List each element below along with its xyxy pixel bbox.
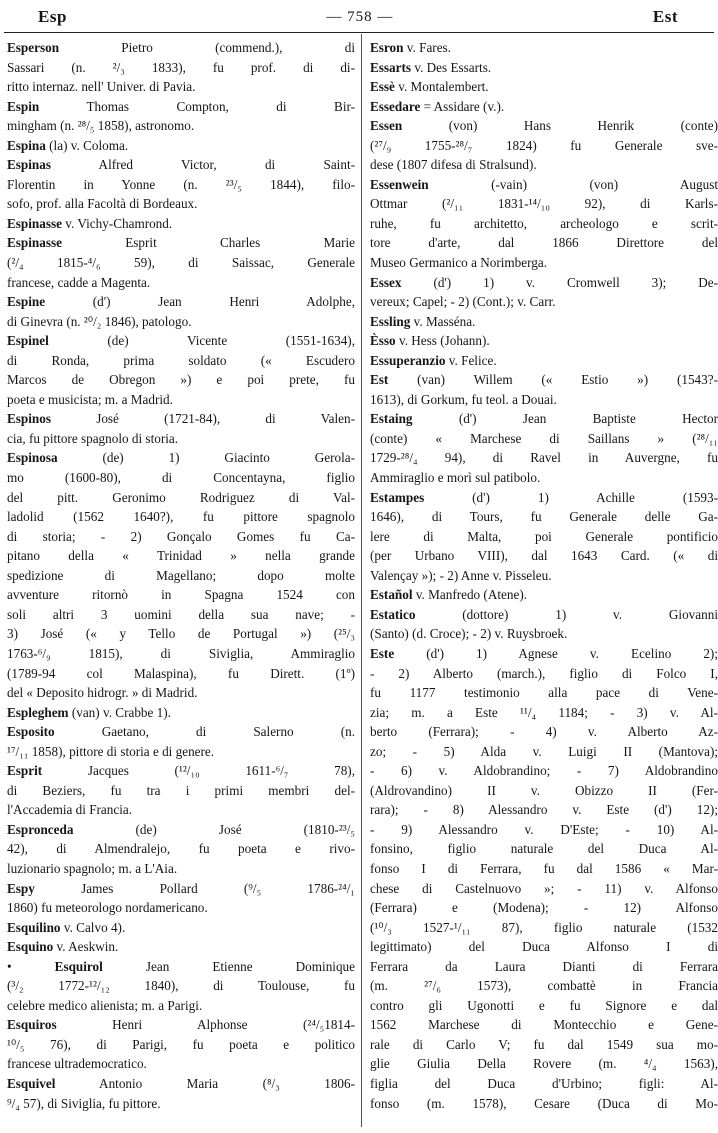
- text-line: Espina (la) v. Coloma.: [7, 137, 129, 153]
- text-line: Espinas Alfred Victor, di Saint-: [7, 157, 355, 173]
- page-header: [0, 4, 718, 30]
- text-line: - 9) Alessandro v. D'Este; - 10) Al-: [370, 821, 718, 837]
- text-line: Museo Germanico a Norimberga.: [370, 255, 548, 271]
- text-line: contro gli Ugonotti e fu Signore e dal: [370, 997, 718, 1013]
- text-line: Florentin in Yonne (n. ²³/₅ 1844), filo-: [7, 176, 355, 192]
- entry-headword: Espinos: [7, 411, 51, 427]
- text-line: Esprit Jacques (¹²/₁₀ 1611-⁶/₇ 78),: [7, 763, 355, 779]
- entry-headword: Essarts: [370, 59, 412, 75]
- text-line: (1789-94 col Malaspina), fu Dirett. (1º): [7, 665, 355, 681]
- text-line: celebre medico alienista; m. a Parigi.: [7, 997, 203, 1013]
- text-line: Espleghem (van) v. Crabbe 1).: [7, 704, 171, 720]
- entry-headword: Est: [370, 372, 389, 388]
- text-line: fonsino, figlio naturale del Duca Al-: [370, 841, 718, 857]
- entry-headword: Espinosa: [7, 450, 58, 466]
- entry-headword: Espinel: [7, 333, 49, 349]
- text-line: ¹⁷/₁₁ 1858), pittore di storia e di genere.: [7, 743, 215, 759]
- text-line: Estatico (dottore) 1) v. Giovanni: [370, 606, 718, 622]
- entry-headword: Estatico: [370, 606, 416, 622]
- text-line: legittimato) del Duca Alfonso I di: [370, 939, 718, 955]
- text-line: (Santo) (d. Croce); - 2) v. Ruysbroek.: [370, 626, 568, 642]
- text-line: Esperson Pietro (commend.), di: [7, 40, 355, 55]
- entry-headword: Esposito: [7, 724, 55, 740]
- text-line: Èsso v. Hess (Johann).: [370, 333, 490, 349]
- text-line: del « Deposito hidrogr. » di Madrid.: [7, 685, 198, 701]
- text-line: Estampes (d') 1) Achille (1593-: [370, 489, 718, 505]
- text-line: Est (van) Willem (« Estio ») (1543?-: [370, 372, 718, 388]
- right-column: [370, 38, 718, 1113]
- text-line: dese (1807 difesa di Stralsund).: [370, 157, 537, 173]
- text-line: di Ginevra (n. ²⁰/₂ 1846), patologo.: [7, 313, 192, 329]
- text-line: (²/₄ 1815-⁴/₆ 59), di Saissac, Generale: [7, 255, 355, 271]
- text-line: Essenwein (-vain) (von) August: [370, 176, 718, 192]
- text-line: 1562 Marchese di Montecchio e Gene-: [370, 1017, 718, 1033]
- text-line: pitano della « Trinidad » nella grande: [7, 548, 355, 564]
- entry-headword: Espleghem: [7, 704, 69, 720]
- text-line: soli altri 3 uomini della sua nave; -: [7, 606, 355, 622]
- text-line: Esquilino v. Calvo 4).: [7, 919, 126, 935]
- entry-headword: Estaing: [370, 411, 413, 427]
- header-rule: [4, 32, 714, 33]
- text-line: tore d'arte, dal 1866 Direttore del: [370, 235, 718, 251]
- entry-headword: Esperson: [7, 40, 60, 55]
- text-line: sofo, prof. alla Facoltà di Bordeaux.: [7, 196, 198, 212]
- text-line: (m. ²⁷/₆ 1573), combattè in Francia: [370, 978, 718, 994]
- text-line: (Ferrara) e (Modena); - 12) Alfonso: [370, 900, 718, 916]
- entry-headword: Esquiros: [7, 1017, 57, 1033]
- text-line: avventure ritornò in Spagna 1524 con: [7, 587, 355, 603]
- text-line: Espinasse v. Vichy-Chamrond.: [7, 215, 173, 231]
- text-line: fu 1177 testimonio alla pace di Vene-: [370, 685, 718, 701]
- text-line: Espronceda (de) José (1810-²³/₅: [7, 821, 355, 837]
- page-number: — 758 —: [326, 8, 394, 25]
- text-line: 1860) fu meteorologo nordamericano.: [7, 900, 208, 916]
- text-line: Estañol v. Manfredo (Atene).: [370, 587, 528, 603]
- text-line: Esquivel Antonio Maria (⁸/₃ 1806-: [7, 1075, 355, 1091]
- text-line: rara); - 8) Alessandro v. Este (d') 12);: [370, 802, 718, 818]
- text-line: Esquiros Henri Alphonse (²⁴/₅1814-: [7, 1017, 355, 1033]
- text-line: Este (d') 1) Agnese v. Ecelino 2);: [370, 645, 718, 661]
- entry-headword: Essenwein: [370, 176, 429, 192]
- text-line: ruhe, fu architetto, archeologo e scrit-: [370, 215, 718, 231]
- entry-headword: Espy: [7, 880, 35, 896]
- text-line: Estaing (d') Jean Baptiste Hector: [370, 411, 718, 427]
- text-line: 3) José (« y Tello de Portugal ») (²⁵/₃: [7, 626, 355, 642]
- text-line: 1729-²⁸/₄ 94), di Ravel in Auvergne, fu: [370, 450, 718, 466]
- text-line: Espinel (de) Vicente (1551-1634),: [7, 333, 355, 349]
- text-line: Ferrara da Laura Dianti di Ferrara: [370, 958, 718, 974]
- entry-headword: Espinasse: [7, 215, 62, 231]
- text-line: ladolid (1562 1640?), fu pittore spagnolo: [7, 509, 355, 525]
- text-line: Marcos de Obregon ») e poi prete, fu: [7, 372, 355, 388]
- text-line: fonso (m. 1578), Cesare (Duca di Mo-: [370, 1095, 718, 1111]
- text-line: (Aldrovandino) II v. Obizzo II (Fer-: [370, 782, 718, 798]
- text-line: Essex (d') 1) v. Cromwell 3); De-: [370, 274, 718, 290]
- text-line: francese ultrademocratico.: [7, 1056, 147, 1072]
- text-line: ritto internaz. nell' Univer. di Pavia.: [7, 79, 196, 95]
- left-running-headword: Esp: [38, 7, 67, 26]
- text-line: Essè v. Montalembert.: [370, 79, 489, 95]
- text-line: Espinasse Esprit Charles Marie: [7, 235, 355, 251]
- text-line: Espine (d') Jean Henri Adolphe,: [7, 294, 355, 310]
- entry-headword: Essling: [370, 313, 411, 329]
- text-line: mingham (n. ²⁸/₅ 1858), astronomo.: [7, 118, 195, 134]
- text-line: poeta e musicista; m. a Madrid.: [7, 391, 173, 407]
- entry-headword: Essen: [370, 118, 403, 134]
- text-line: Esposito Gaetano, di Salerno (n.: [7, 724, 355, 740]
- text-line: Ammiraglio e morì sul patibolo.: [370, 470, 541, 486]
- text-line: vereux; Capel; - 2) (Cont.); v. Carr.: [370, 294, 556, 310]
- entry-headword: Esron: [370, 40, 404, 55]
- text-line: - 2) Alberto (march.), figlio di Folco I,: [370, 665, 718, 681]
- text-line: ⁹/₄ 57), di Siviglia, fu pittore.: [7, 1095, 161, 1111]
- text-line: Ottmar (²/₁₁ 1831-¹⁴/₁₀ 92), di Karls-: [370, 196, 718, 212]
- text-line: ¹⁰/₅ 76), di Parigi, fu poeta e politico: [7, 1036, 355, 1052]
- entry-headword: Espronceda: [7, 821, 74, 837]
- text-line: Sassari (n. ²/₃ 1833), fu prof. di di-: [7, 59, 355, 75]
- text-line: Essling v. Masséna.: [370, 313, 476, 329]
- text-line: Espinos José (1721-84), di Valen-: [7, 411, 355, 427]
- text-line: zo; - 5) Alda v. Luigi II (Mantova);: [370, 743, 718, 759]
- text-line: (¹⁰/₃ 1527-¹/₁₁ 87), figlio naturale (1532: [370, 919, 718, 935]
- entry-headword: Esquivel: [7, 1075, 56, 1091]
- text-line: - 6) v. Aldobrandino; - 7) Aldobrandino: [370, 763, 718, 779]
- entry-headword: Èsso: [370, 333, 396, 349]
- entry-headword: Espinasse: [7, 235, 62, 251]
- entry-headword: Estampes: [370, 489, 425, 505]
- text-line: Essuperanzio v. Felice.: [370, 352, 497, 368]
- text-line: Espinosa (de) 1) Giacinto Gerola-: [7, 450, 355, 466]
- text-line: 1763-⁶/₉ 1815), di Siviglia, Ammiraglio: [7, 645, 355, 661]
- text-line: zia; m. a Este ¹¹/₄ 1184; - 3) v. Al-: [370, 704, 718, 720]
- entry-headword: Este: [370, 645, 395, 661]
- text-line: Valençay »); - 2) Anne v. Pisseleu.: [370, 567, 552, 583]
- entry-headword: Esprit: [7, 763, 43, 779]
- entry-headword: Esquino: [7, 939, 54, 955]
- text-line: Esquino v. Aeskwin.: [7, 939, 119, 955]
- text-line: di storia; - 2) Gonçalo Gomes fu Ca-: [7, 528, 355, 544]
- text-line: 1646), di Tours, fu Generale delle Ga-: [370, 509, 718, 525]
- text-line: fonso I di Ferrara, fu dal 1586 « Mar-: [370, 860, 718, 876]
- text-line: del pitt. Geronimo Rodriguez di Val-: [7, 489, 355, 505]
- text-line: 1613), di Gorkum, fu teol. a Douai.: [370, 391, 557, 407]
- text-line: Espy James Pollard (⁹/₅ 1786-²⁴/₁: [7, 880, 355, 896]
- text-line: rale di Carlo V; fu dal 1549 sua mo-: [370, 1036, 718, 1052]
- text-line: berto (Ferrara); - 4) v. Alberto Az-: [370, 724, 718, 740]
- column-divider: [361, 34, 362, 1127]
- right-running-headword: Est: [652, 7, 678, 26]
- text-line: di Beziers, fu tra i primi membri del-: [7, 782, 355, 798]
- entry-headword: Estañol: [370, 587, 413, 603]
- text-line: spedizione di Magellano; dopo molte: [7, 567, 355, 583]
- entry-headword: Espin: [7, 98, 40, 114]
- entry-headword: Esquilino: [7, 919, 61, 935]
- text-line: (³/₂ 1772-¹²/₁₂ 1840), di Toulouse, fu: [7, 978, 355, 994]
- entry-headword: Espine: [7, 294, 46, 310]
- text-line: glie Giulia Della Rovere (m. ⁴/₄ 1563),: [370, 1056, 718, 1072]
- entry-headword: Essex: [370, 274, 402, 290]
- text-line: francese, cadde a Magenta.: [7, 274, 151, 290]
- text-line: lere di Malta, poi Generale pontificio: [370, 528, 718, 544]
- entry-headword: Essedare: [370, 98, 421, 114]
- text-line: mo (1600-80), di Concentayna, figlio: [7, 470, 355, 486]
- text-line: (²⁷/₉ 1755-²⁸/₇ 1824) fu Generale sve-: [370, 137, 718, 153]
- text-line: • Esquirol Jean Etienne Dominique: [7, 958, 355, 974]
- entry-headword: Espina: [7, 137, 46, 153]
- text-line: di Ronda, prima soldato (« Escudero: [7, 352, 355, 368]
- entry-headword: Essè: [370, 79, 395, 95]
- entry-headword: Esquirol: [54, 958, 103, 974]
- left-column: [7, 38, 355, 1113]
- text-line: figlia del Duca d'Urbino; figli: Al-: [370, 1075, 718, 1091]
- text-line: l'Accademia di Francia.: [7, 802, 133, 818]
- entry-headword: Essuperanzio: [370, 352, 446, 368]
- text-line: luzionario spagnolo; m. a L'Aia.: [7, 860, 178, 876]
- text-line: Esron v. Fares.: [370, 40, 451, 55]
- text-line: cia, fu pittore spagnolo di storia.: [7, 430, 179, 446]
- text-line: (per Urbano VIII), dal 1643 Card. (« di: [370, 548, 718, 564]
- text-line: chese di Castelnuovo »; - 11) v. Alfonso: [370, 880, 718, 896]
- text-line: Essedare = Assidare (v.).: [370, 98, 505, 114]
- entry-headword: Espinas: [7, 157, 51, 173]
- text-line: Essen (von) Hans Henrik (conte): [370, 118, 718, 134]
- text-line: Essarts v. Des Essarts.: [370, 59, 492, 75]
- text-line: (conte) « Marchese di Saillans » (²⁸/₁₁: [370, 430, 718, 446]
- text-line: Espin Thomas Compton, di Bir-: [7, 98, 355, 114]
- text-line: 42), di Almendralejo, fu poeta e rivo-: [7, 841, 355, 857]
